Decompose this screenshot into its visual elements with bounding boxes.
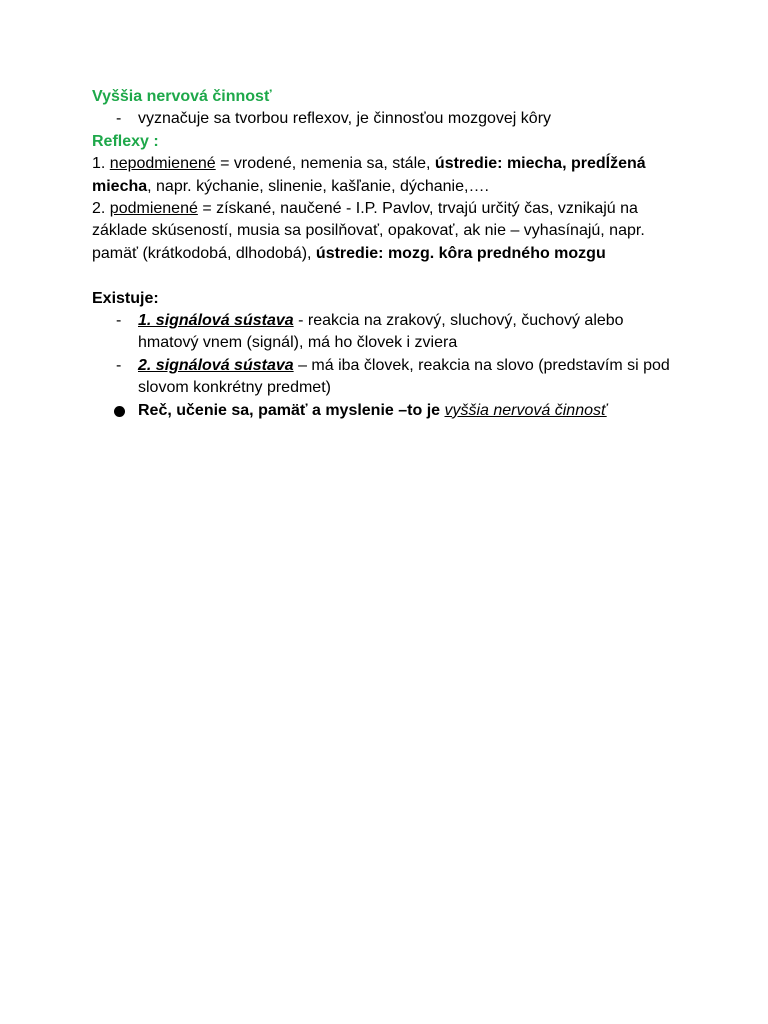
reflex1-text: = vrodené, nemenia sa, stále, (215, 155, 435, 173)
reflex2-term: podmienené (109, 200, 198, 218)
intro-list-item (92, 108, 682, 130)
reflex2-number: 2. (92, 200, 106, 218)
dash-marker: - (116, 110, 122, 128)
reflex1-term: nepodmienené (109, 155, 216, 173)
dash-marker: - (116, 312, 122, 330)
reflex2-text: = získané, naučené - I.P. Pavlov, trvajú určitý čas, vznikajú na základe skúseností, musia sa posilňovať, opakovať, ak nie – vyhasínajú, napr. pamäť (krátkodobá, dlhodobá), (92, 200, 645, 262)
signal-system-1-text: - reakcia na zrakový, sluchový, čuchový alebo hmatový vnem (signál), má ho človek i zviera (138, 312, 624, 352)
document-content (92, 86, 682, 422)
conclusion-text: Reč, učenie sa, pamäť a myslenie –to je (138, 401, 445, 419)
intro-text: vyznačuje sa tvorbou reflexov, je činnosťou mozgovej kôry (138, 110, 552, 128)
signal-system-2-item (92, 355, 682, 400)
blank-line (92, 265, 682, 287)
reflex-conditioned (92, 198, 682, 265)
reflex-unconditioned (92, 153, 682, 198)
reflex1-number: 1. (92, 155, 106, 173)
signal-system-1-term: 1. signálová sústava (138, 312, 294, 330)
reflex1-tail: , napr. kýchanie, slinenie, kašľanie, dýchanie,…. (147, 177, 489, 195)
conclusion-term: vyššia nervová činnosť (444, 401, 607, 419)
signal-system-1-item (92, 310, 682, 355)
page-title: Vyššia nervová činnosť (92, 88, 272, 105)
reflexes-heading: Reflexy : (92, 132, 159, 150)
conclusion-item (92, 400, 682, 422)
signal-system-2-term: 2. signálová sústava (138, 356, 294, 374)
signal-system-2-text: – má iba človek, reakcia na slovo (predstavím si pod slovom konkrétny predmet) (138, 356, 670, 397)
reflex2-center: ústredie: mozg. kôra predného mozgu (315, 244, 606, 262)
exists-heading: Existuje: (92, 289, 159, 307)
dash-marker: - (116, 356, 122, 374)
bullet-dot-icon (114, 406, 125, 417)
reflex1-center: ústredie: miecha, predĺžená miecha (92, 155, 646, 195)
